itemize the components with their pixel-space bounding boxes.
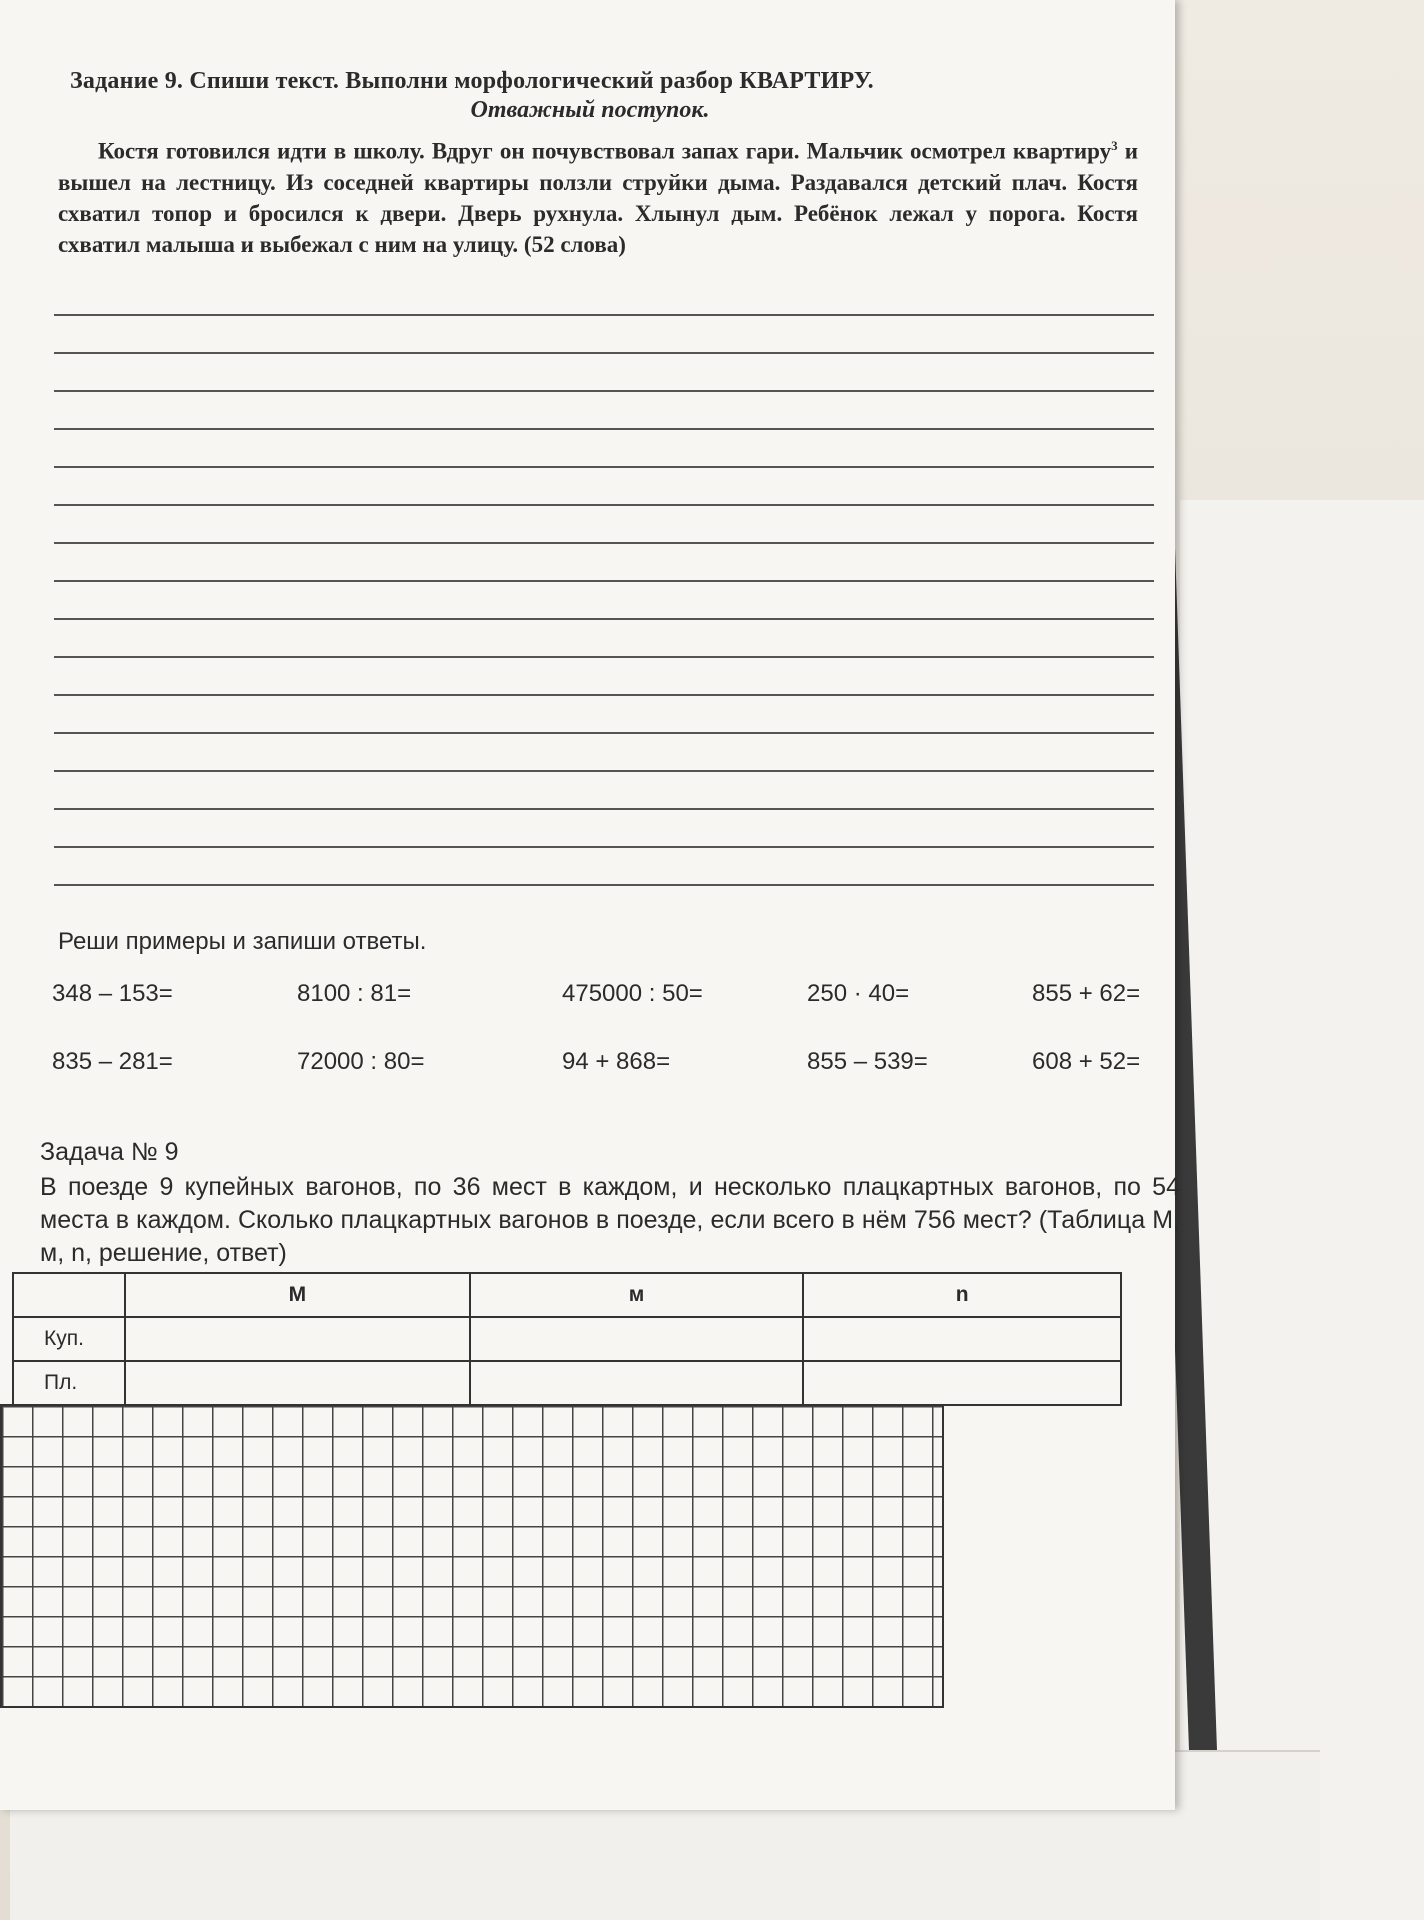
problem-table [12,1272,1122,1406]
table-row-label: Куп. [13,1317,125,1361]
problem-text: В поезде 9 купейных вагонов, по 36 мест в каждом, и несколько плацкартных вагонов, по 54 места в каждом. Сколько плацкартных вагонов в поезде, если всего в нём 756 мест? (Таблица М, м, n, решение, ответ) [40,1172,1180,1267]
writing-line[interactable] [54,734,1154,772]
writing-line[interactable] [54,392,1154,430]
math-example: 855 + 62= [1032,979,1141,1007]
table-cell[interactable] [803,1361,1121,1405]
math-example: 608 + 52= [1032,1047,1141,1075]
task-title: Задание 9. Спиши текст. Выполни морфологический разбор КВАРТИРУ. [70,68,874,94]
table-cell[interactable] [125,1317,470,1361]
table-row [13,1361,1121,1405]
math-example: 855 – 539= [807,1047,928,1075]
table-header-cell: n [803,1273,1121,1317]
parse-number: 3 [1111,138,1118,153]
dictation-text [58,130,1138,260]
math-example: 835 – 281= [52,1047,173,1075]
math-example: 94 + 868= [562,1047,671,1075]
writing-line[interactable] [54,430,1154,468]
squared-grid[interactable] [0,1404,944,1708]
math-example: 250 · 40= [807,979,910,1007]
story-title: Отважный поступок. [470,97,710,123]
table-cell[interactable] [470,1361,803,1405]
writing-line[interactable] [54,620,1154,658]
writing-line[interactable] [54,848,1154,886]
writing-line[interactable] [54,772,1154,810]
writing-line[interactable] [54,544,1154,582]
writing-line[interactable] [54,278,1154,316]
writing-line[interactable] [54,810,1154,848]
table-cell[interactable] [803,1317,1121,1361]
table-header-cell: М [125,1273,470,1317]
table-cell[interactable] [470,1317,803,1361]
problem-heading: Задача № 9 [40,1137,179,1166]
table-row-label: Пл. [13,1361,125,1405]
folder-background [1180,500,1424,1920]
math-heading: Реши примеры и запиши ответы. [58,927,427,955]
table-row [13,1273,1121,1317]
writing-line[interactable] [54,582,1154,620]
highlighted-word: квартиру [1012,138,1112,164]
math-example: 72000 : 80= [297,1047,425,1075]
table-corner-cell [13,1273,125,1317]
worksheet-content [40,68,1180,1406]
table-row [13,1317,1121,1361]
math-example: 475000 : 50= [562,979,703,1007]
text-part-2: и вышел на лестницу. Из соседней квартиры ползли струйки дыма. Раздавался детский плач. Костя схватил топор и бросился к двери. Дверь рухнула. Хлынул дым. Ребёнок лежал у порога. Костя схватил малыша и выбежал с ним на улицу. (52 слова) [58,138,1138,257]
writing-line[interactable] [54,658,1154,696]
writing-line[interactable] [54,468,1154,506]
math-example: 348 – 153= [52,979,173,1007]
writing-line[interactable] [54,506,1154,544]
table-cell[interactable] [125,1361,470,1405]
math-examples [52,980,1140,1076]
writing-line[interactable] [54,316,1154,354]
math-example: 8100 : 81= [297,979,412,1007]
table-header-cell: м [470,1273,803,1317]
writing-line[interactable] [54,696,1154,734]
writing-line[interactable] [54,354,1154,392]
text-part-1: Костя готовился идти в школу. Вдруг он почувствовал запах гари. Мальчик осмотрел [98,138,1013,164]
writing-lines [54,278,1154,886]
